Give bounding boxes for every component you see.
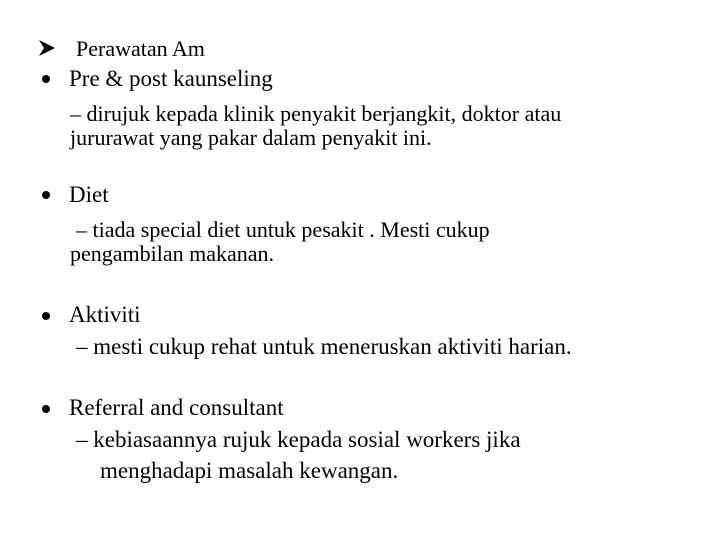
section-heading-pre-post: Pre & post kaunseling bbox=[69, 66, 273, 91]
section-heading-referral: Referral and consultant bbox=[69, 395, 284, 420]
section-detail-line: – mesti cukup rehat untuk meneruskan aktiviti harian. bbox=[76, 334, 572, 359]
section-detail-line: – dirujuk kepada klinik penyakit berjangkit, doktor atau bbox=[70, 101, 562, 126]
section-detail-line: menghadapi masalah kewangan. bbox=[100, 458, 399, 483]
section-heading-aktiviti: Aktiviti bbox=[69, 302, 141, 327]
bullet-dot-icon bbox=[42, 405, 50, 413]
bullet-dot-icon bbox=[42, 312, 50, 320]
section-detail-line: jururawat yang pakar dalam penyakit ini. bbox=[70, 125, 432, 150]
section-heading-diet: Diet bbox=[69, 182, 109, 207]
slide-title: Perawatan Am bbox=[76, 36, 205, 61]
section-detail-line: – kebiasaannya rujuk kepada sosial workers jika bbox=[76, 427, 521, 452]
bullet-dot-icon bbox=[42, 75, 50, 83]
section-detail-line: pengambilan makanan. bbox=[70, 241, 275, 266]
arrow-bullet-icon bbox=[38, 38, 56, 58]
section-detail-line: – tiada special diet untuk pesakit . Mesti cukup bbox=[76, 217, 490, 242]
bullet-dot-icon bbox=[42, 191, 50, 199]
